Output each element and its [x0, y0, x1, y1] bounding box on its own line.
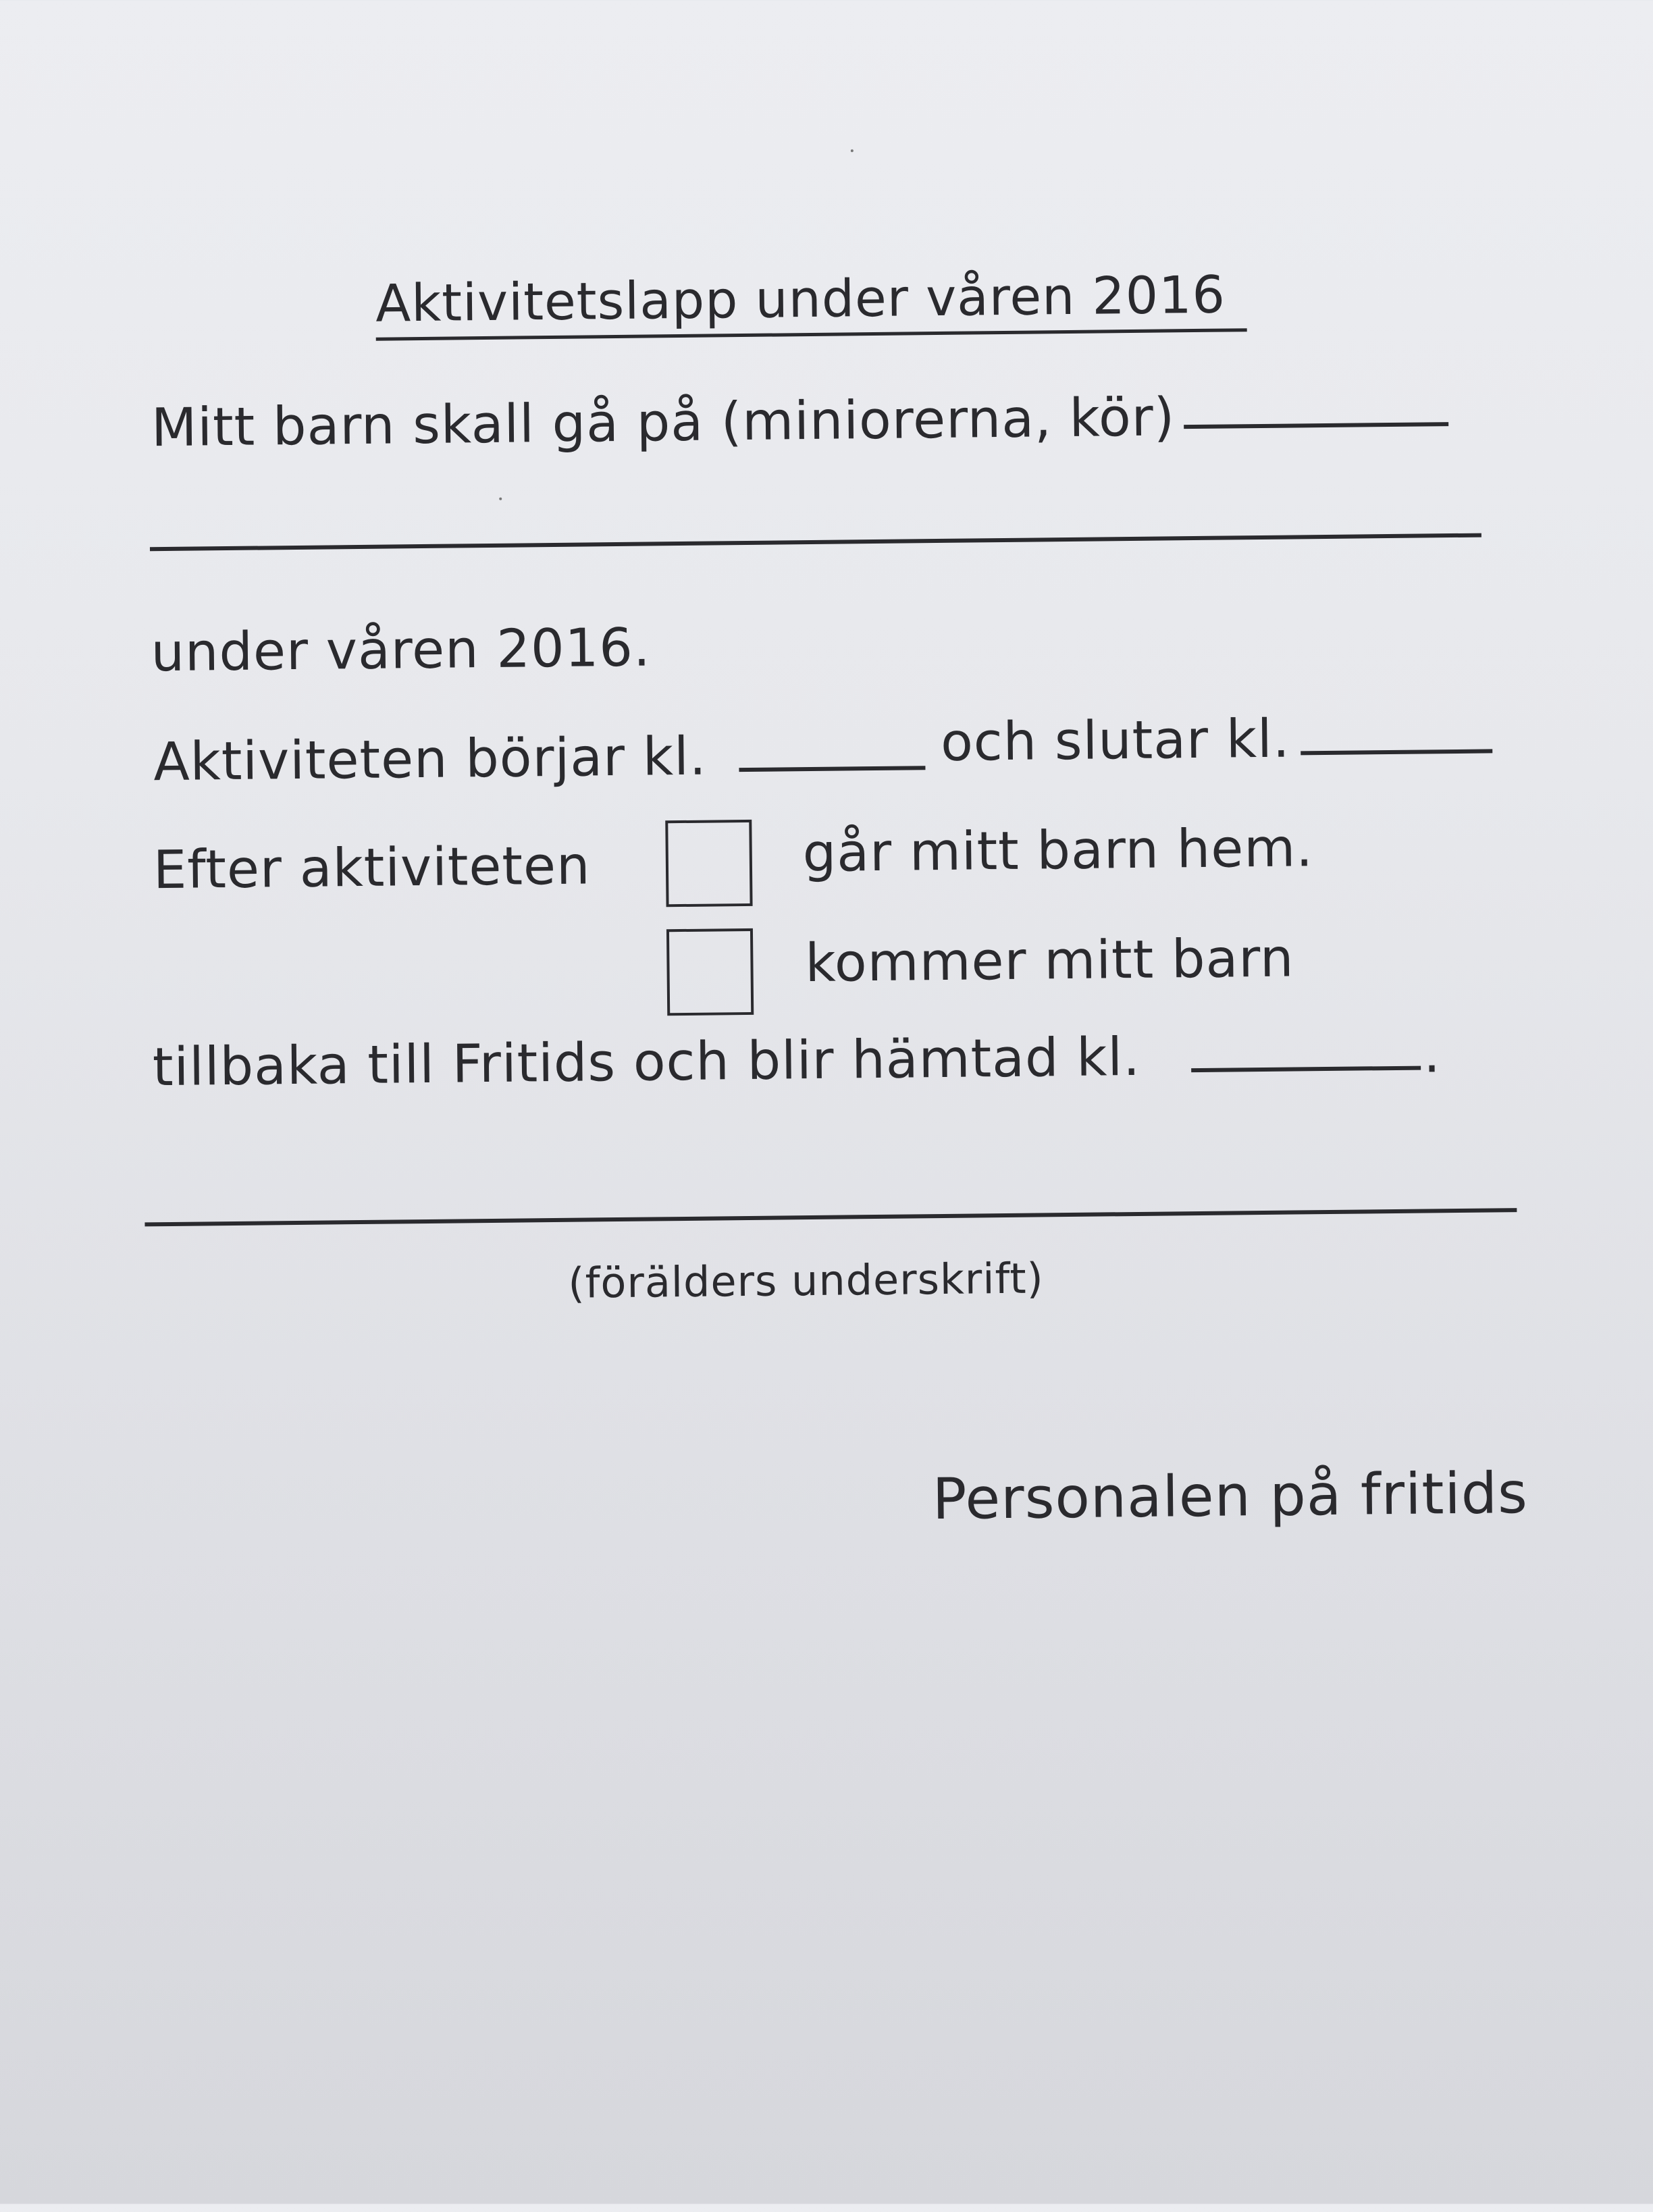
- signature-caption: (förälders underskrift): [568, 1253, 1045, 1308]
- pickup-time-blank[interactable]: [1191, 1066, 1421, 1073]
- signature-line[interactable]: [145, 1208, 1517, 1226]
- start-time-blank[interactable]: [739, 766, 925, 772]
- after-activity-label: Efter aktiviteten: [153, 835, 591, 901]
- return-line-period: .: [1423, 1024, 1442, 1085]
- period-text: under våren 2016.: [151, 617, 652, 684]
- paper-speck: [499, 498, 502, 500]
- form-title: Aktivitetslapp under våren 2016: [375, 264, 1226, 334]
- activity-blank-full[interactable]: [150, 533, 1481, 552]
- go-home-checkbox[interactable]: [665, 820, 752, 907]
- return-checkbox[interactable]: [666, 928, 754, 1016]
- staff-signoff: Personalen på fritids: [932, 1459, 1529, 1533]
- go-home-option: går mitt barn hem.: [802, 818, 1314, 885]
- activity-blank-short[interactable]: [1184, 422, 1448, 429]
- end-time-blank[interactable]: [1301, 749, 1492, 755]
- activity-label: Mitt barn skall gå på (miniorerna, kör): [151, 387, 1176, 459]
- return-option: kommer mitt barn: [805, 928, 1294, 995]
- start-time-label: Aktiviteten börjar kl.: [153, 726, 707, 793]
- paper-speck: [851, 149, 854, 152]
- return-line: tillbaka till Fritids och blir hämtad kl.: [152, 1026, 1141, 1099]
- end-time-label: och slutar kl.: [940, 708, 1290, 773]
